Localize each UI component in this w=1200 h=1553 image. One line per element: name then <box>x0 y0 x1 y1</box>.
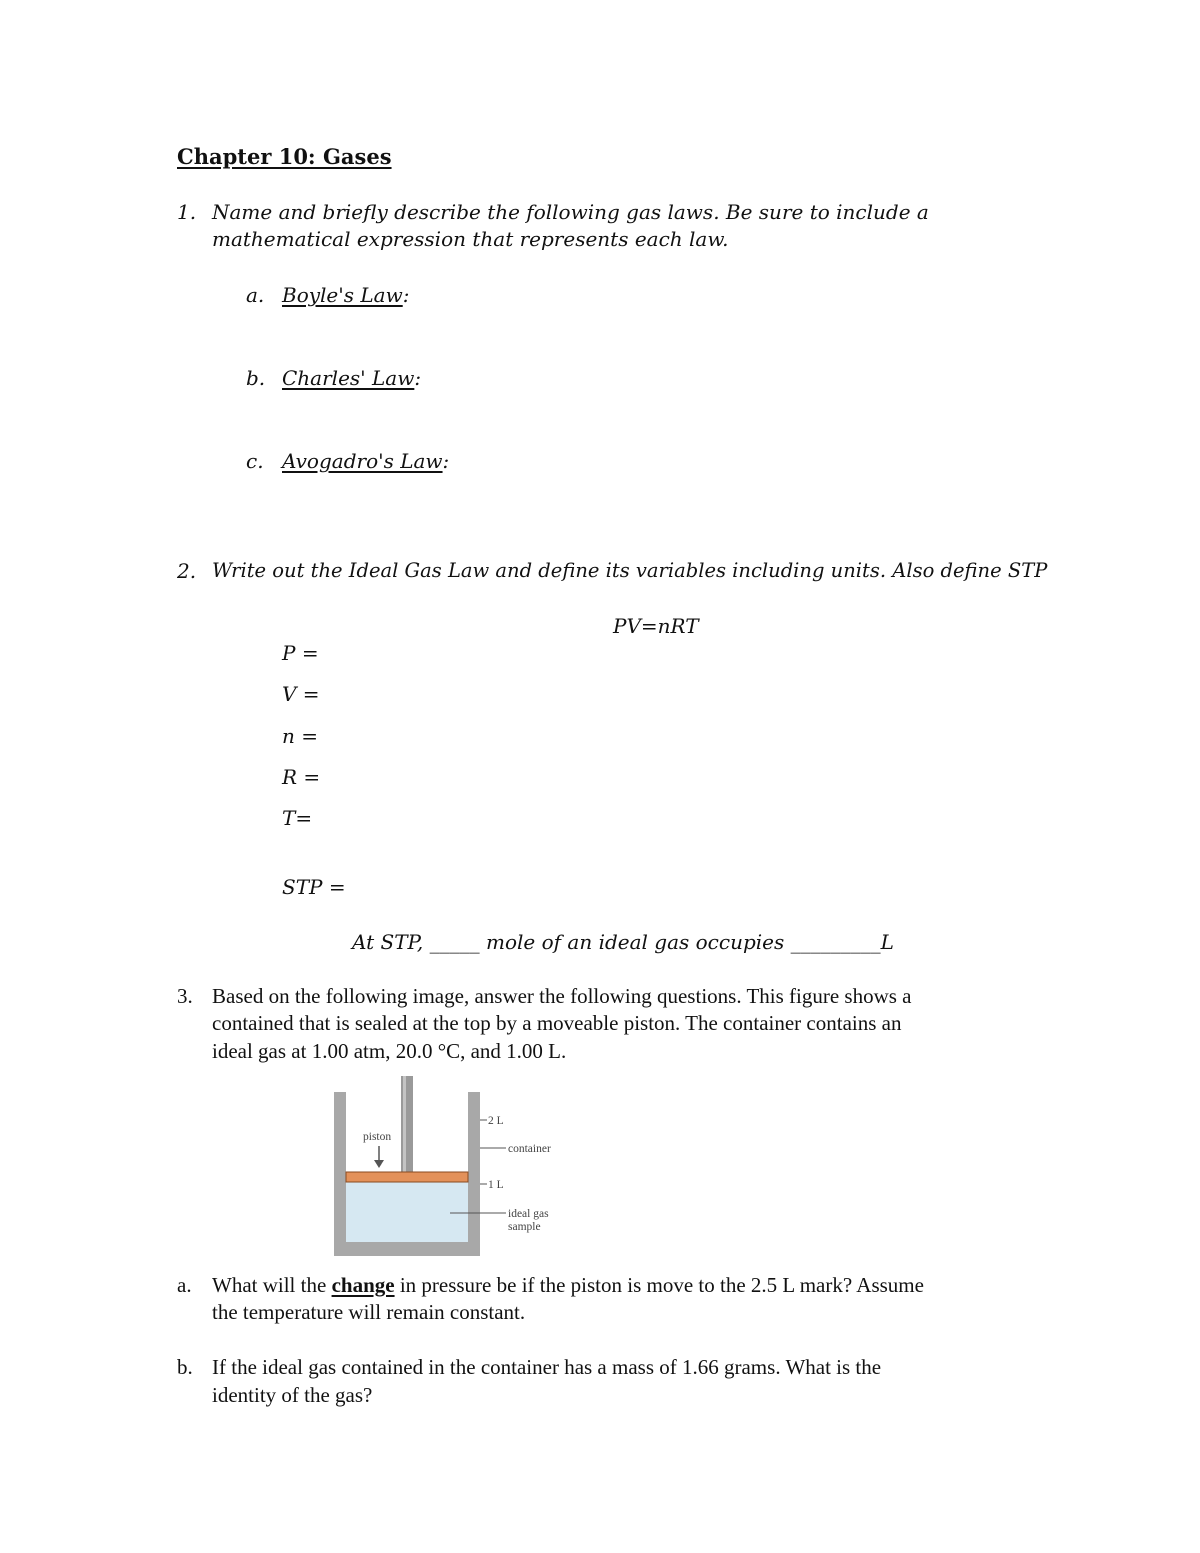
ideal-gas-equation: PV=nRT <box>613 614 699 638</box>
q3a-pre: What will the <box>212 1273 327 1297</box>
q1-item-b-letter: b. <box>246 366 266 390</box>
q1-item-b <box>282 366 421 390</box>
avogadros-law-label: Avogadro's Law <box>282 449 443 473</box>
q3a-letter: a. <box>177 1273 192 1297</box>
container-label: container <box>508 1143 551 1155</box>
charles-law-colon: : <box>414 366 422 390</box>
avogadros-law-colon: : <box>442 449 450 473</box>
q3b-line1: If the ideal gas contained in the container has a mass of 1.66 grams. What is the <box>212 1355 882 1379</box>
q1-item-a-letter: a. <box>246 283 265 307</box>
mark-1l-label: 1 L <box>488 1179 504 1191</box>
q2-number: 2. <box>177 559 197 583</box>
q1-text-line1: Name and briefly describe the following gas laws. Be sure to include a <box>212 200 929 224</box>
stp-sentence: At STP, _____ mole of an ideal gas occupies _________L <box>352 930 894 954</box>
page-title: Chapter 10: Gases <box>177 144 392 169</box>
gas-label-line1: ideal gas <box>508 1208 549 1220</box>
q3-text-line2: contained that is sealed at the top by a moveable piston. The container contains an <box>212 1011 902 1035</box>
piston-arrow-head <box>374 1160 384 1168</box>
piston-label: piston <box>363 1131 392 1143</box>
q3-text-line3: ideal gas at 1.00 atm, 20.0 °C, and 1.00 L. <box>212 1039 567 1063</box>
piston-rod <box>401 1076 413 1172</box>
piston-rod-highlight <box>403 1076 406 1172</box>
var-stp: STP = <box>282 875 346 899</box>
q3-number: 3. <box>177 984 193 1008</box>
charles-law-label: Charles' Law <box>282 366 415 390</box>
q3b-line2: identity of the gas? <box>212 1383 373 1407</box>
q1-number: 1. <box>177 200 197 224</box>
boyles-law-label: Boyle's Law <box>282 283 403 307</box>
q3-text-line1: Based on the following image, answer the following questions. This figure shows a <box>212 984 912 1008</box>
q1-item-a <box>282 283 409 307</box>
q3b-letter: b. <box>177 1355 193 1379</box>
boyles-law-colon: : <box>402 283 410 307</box>
q1-item-c-letter: c. <box>246 449 264 473</box>
q1-item-c <box>282 449 449 473</box>
ideal-gas-sample <box>346 1182 468 1242</box>
q3a-change-emphasis: change <box>331 1273 395 1297</box>
q1-text-line2: mathematical expression that represents each law. <box>212 227 729 251</box>
gas-label-line2: sample <box>508 1221 541 1233</box>
var-r: R = <box>282 765 321 789</box>
var-v: V = <box>282 682 320 706</box>
piston-container-figure <box>330 1072 570 1260</box>
q3a-line2: the temperature will remain constant. <box>212 1300 526 1324</box>
q3a-line1 <box>212 1273 924 1298</box>
var-t: T= <box>282 806 313 830</box>
q3a-post: in pressure be if the piston is move to the 2.5 L mark? Assume <box>399 1273 924 1297</box>
var-n: n = <box>282 724 318 748</box>
mark-2l-label: 2 L <box>488 1115 504 1127</box>
piston <box>346 1172 468 1182</box>
var-p: P = <box>282 641 319 665</box>
q2-text: Write out the Ideal Gas Law and define its variables including units. Also define STP <box>212 559 1048 582</box>
